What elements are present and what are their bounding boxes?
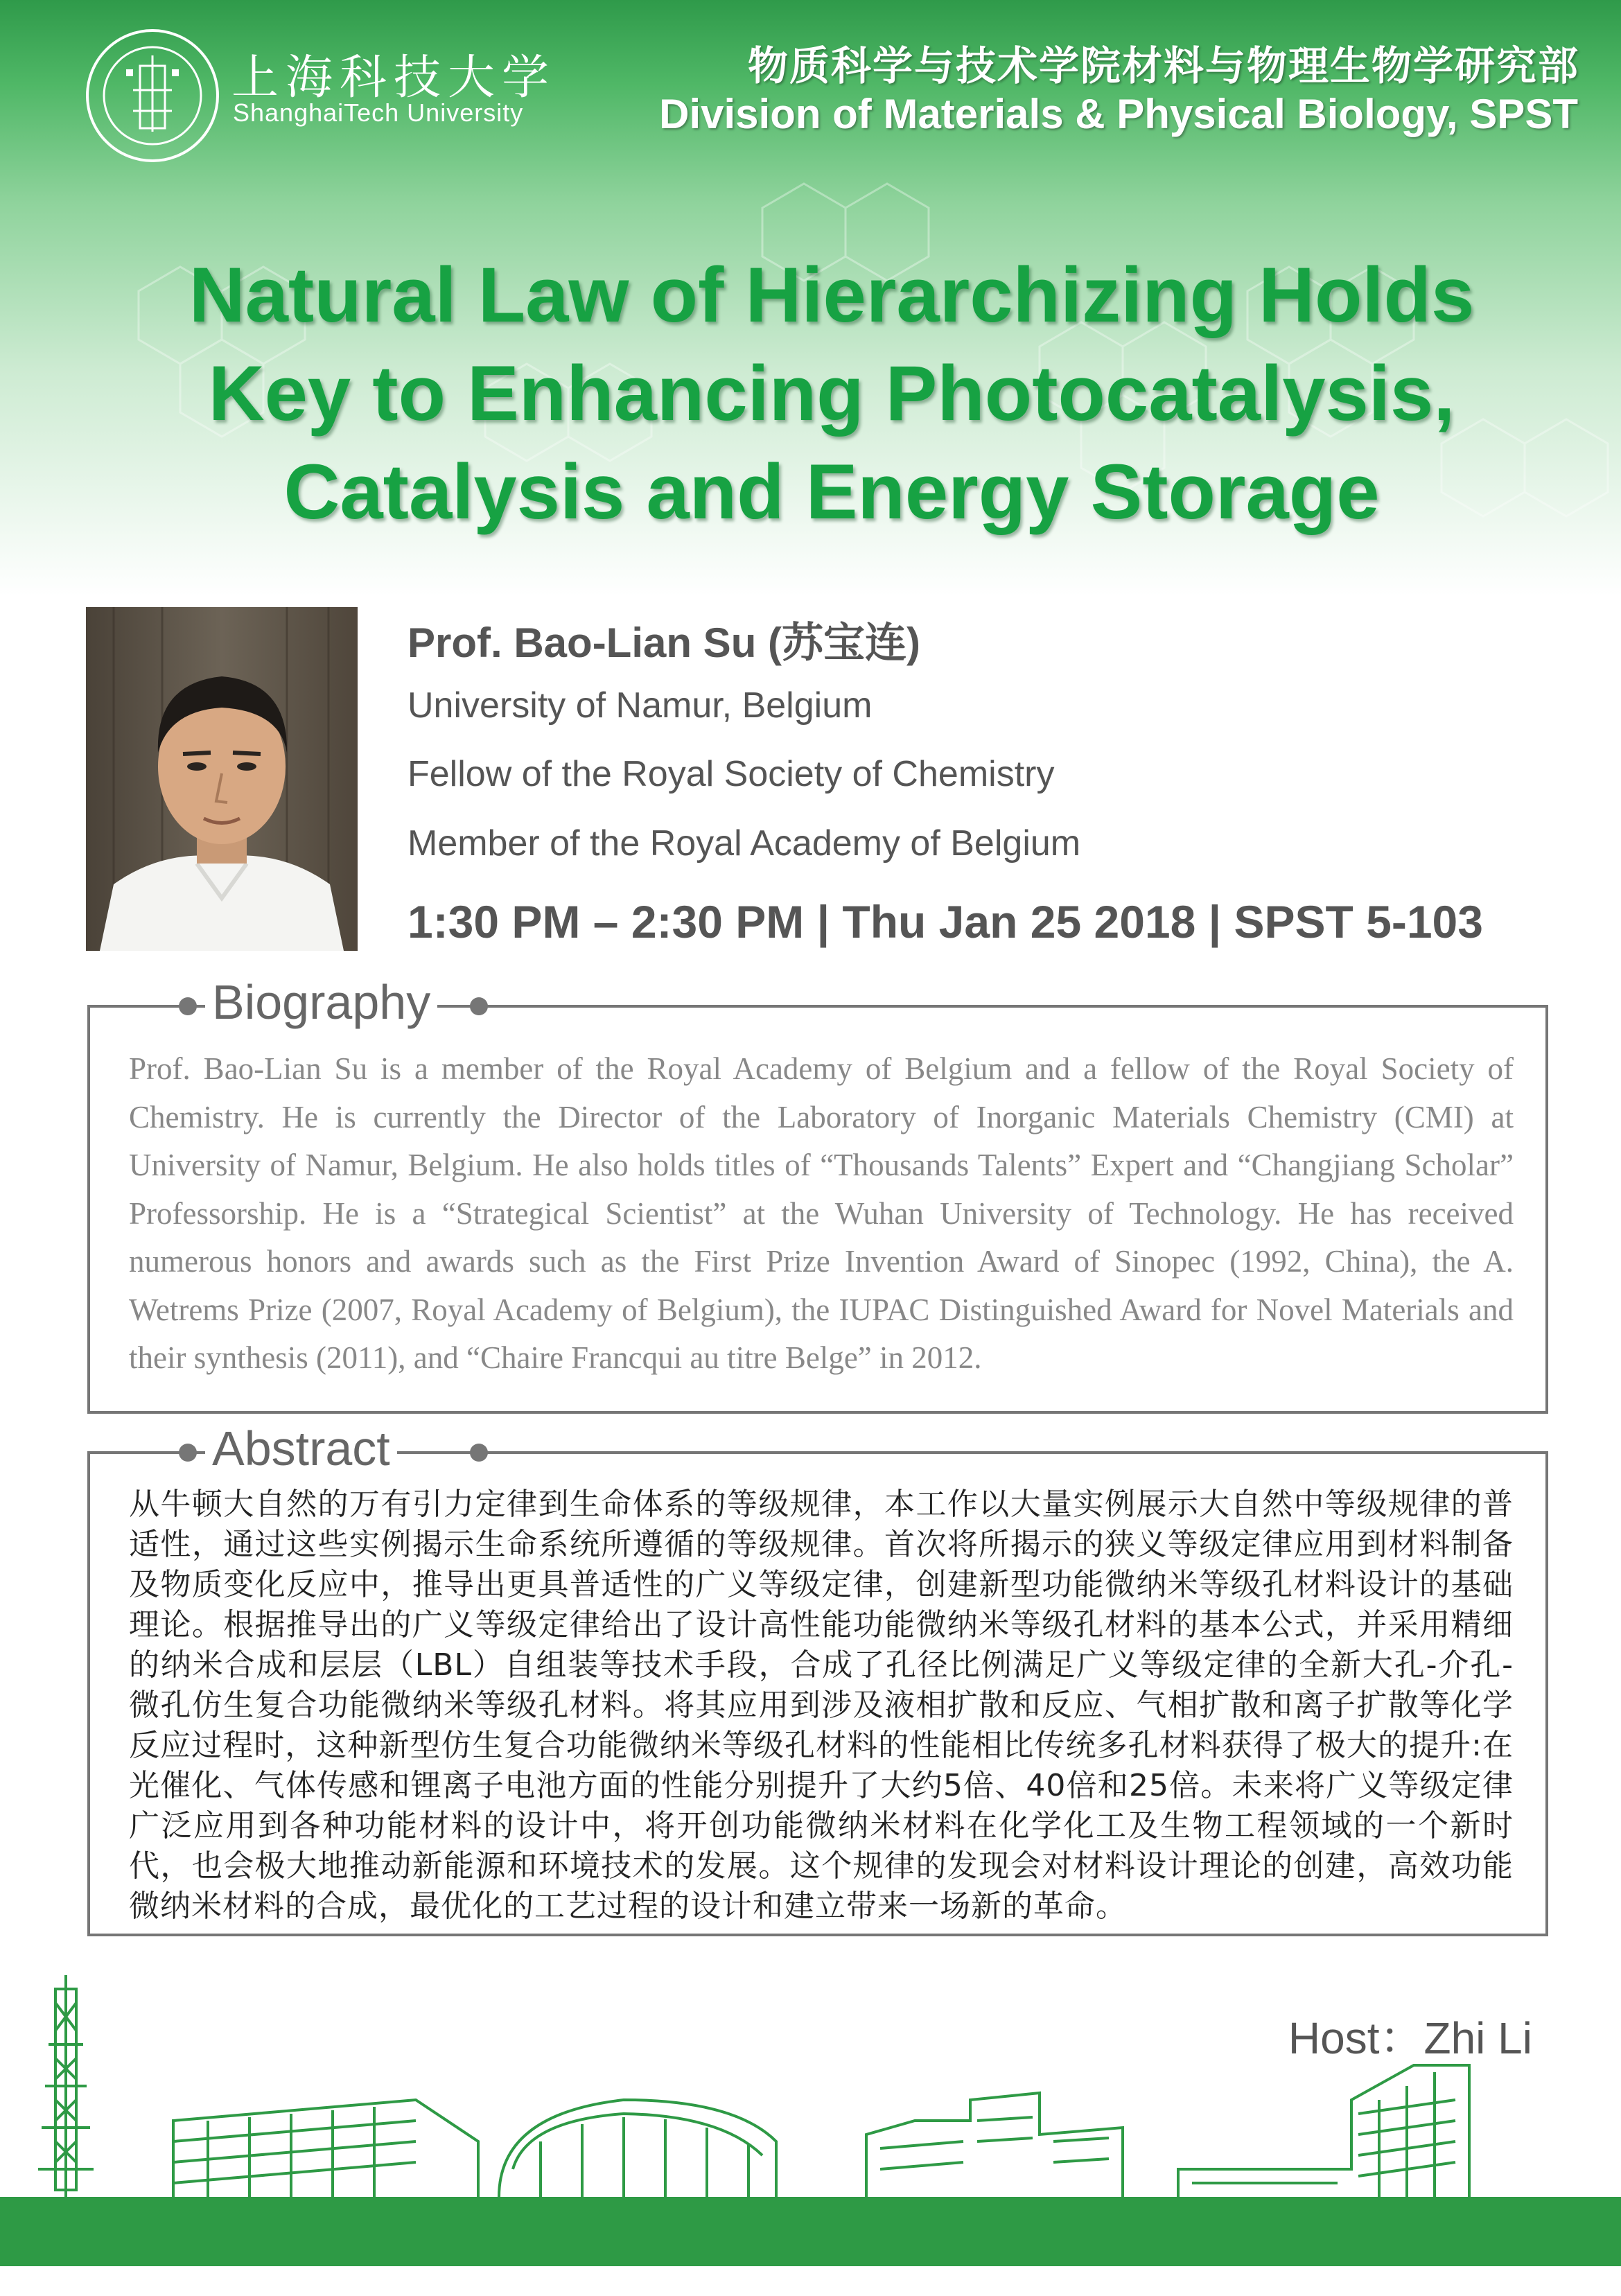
biography-heading-dot-right [470,997,488,1015]
title-line-1: Natural Law of Hierarchizing Holds [189,252,1475,338]
biography-heading-line [87,1005,184,1008]
abstract-heading: Abstract [205,1421,397,1476]
abstract-heading-dot-left [179,1444,197,1462]
speaker-name: Prof. Bao-Lian Su (苏宝连) [408,620,920,666]
host-name: Host：Zhi Li [1288,2013,1532,2063]
university-seal-logo [85,28,220,164]
biography-heading: Biography [205,974,437,1030]
title-line-2: Key to Enhancing Photocatalysis, [208,350,1455,437]
title-line-3: Catalysis and Energy Storage [283,448,1380,535]
speaker-affiliation: University of Namur, Belgium [408,685,873,726]
speaker-membership: Member of the Royal Academy of Belgium [408,823,1081,864]
university-name-chinese: 上海科技大学 [231,51,557,105]
abstract-text: 从牛顿大自然的万有引力定律到生命体系的等级规律，本工作以大量实例展示大自然中等级规律的普适性，通过这些实例揭示生命系统所遵循的等级规律。首次将所揭示的狭义等级定律应用到材料制备及物质变化反应中，推导出更具普适性的广义等级定律，创建新型功能微纳米等级孔材料设计的基础理论。根据推导出的广义等级定律给出了设计高性能功能微纳米等级孔材料的基本公式，并采用精细的纳米合成和层层（LBL）自组装等技术手段，合成了孔径比例满足广义等级定律的全新大孔-介孔-微孔仿生复合功能微纳米等级孔材料。将其应用到涉及液相扩散和反应、气相扩散和离子扩散等化学反应过程时，这种新型仿生复合功能微纳米等级孔材料的性能相比传统多孔材料获得了极大的提升:在光催化、气体传感和锂离子电池方面的性能分别提升了大约5倍、40倍和25倍。未来将广义等级定律广泛应用到各种功能材料的设计中，将开创功能微纳米材料在化学化工及生物工程领域的一个新时代，也会极大地推动新能源和环境技术的发展。这个规律的发现会对材料设计理论的创建，高效功能微纳米材料的合成，最优化的工艺过程的设计和建立带来一场新的革命。 [129,1487,1514,1924]
abstract-heading-line [87,1451,184,1454]
speaker-photo [86,607,358,951]
biography-text: Prof. Bao-Lian Su is a member of the Royal Academy of Belgium and a fellow of the Royal Society of Chemistry. He is currently the Director of the Laboratory of Inorganic Materials Chemistry (CMI) at University of Namur, Belgium. He also holds titles of “Thousands Talents” Expert and “Changjiang Scholar” Professorship. He is a “Strategical Scientist” at the Wuhan University of Technology. He has received numerous honors and awards such as the First Prize Invention Award of Sinopec (1992, China), the A. Wetrems Prize (2007, Royal Academy of Belgium), the IUPAC Distinguished Award for Novel Materials and their synthesis (2011), and “Chaire Francqui au titre Belge” in 2012. [129,1051,1514,1375]
university-name-english: ShanghaiTech University [233,98,524,127]
division-name-chinese: 物质科学与技术学院材料与物理生物学研究部 [747,44,1579,89]
division-name-english: Division of Materials & Physical Biology, SPST [659,91,1578,137]
biography-heading-dot-left [179,997,197,1015]
lecture-title [69,246,1594,541]
speaker-fellowship: Fellow of the Royal Society of Chemistry [408,754,1055,794]
campus-skyline-illustration [0,1961,1621,2296]
abstract-heading-dot-right [470,1444,488,1462]
event-time-date-location: 1:30 PM – 2:30 PM | Thu Jan 25 2018 | SPST 5-103 [408,896,1483,947]
